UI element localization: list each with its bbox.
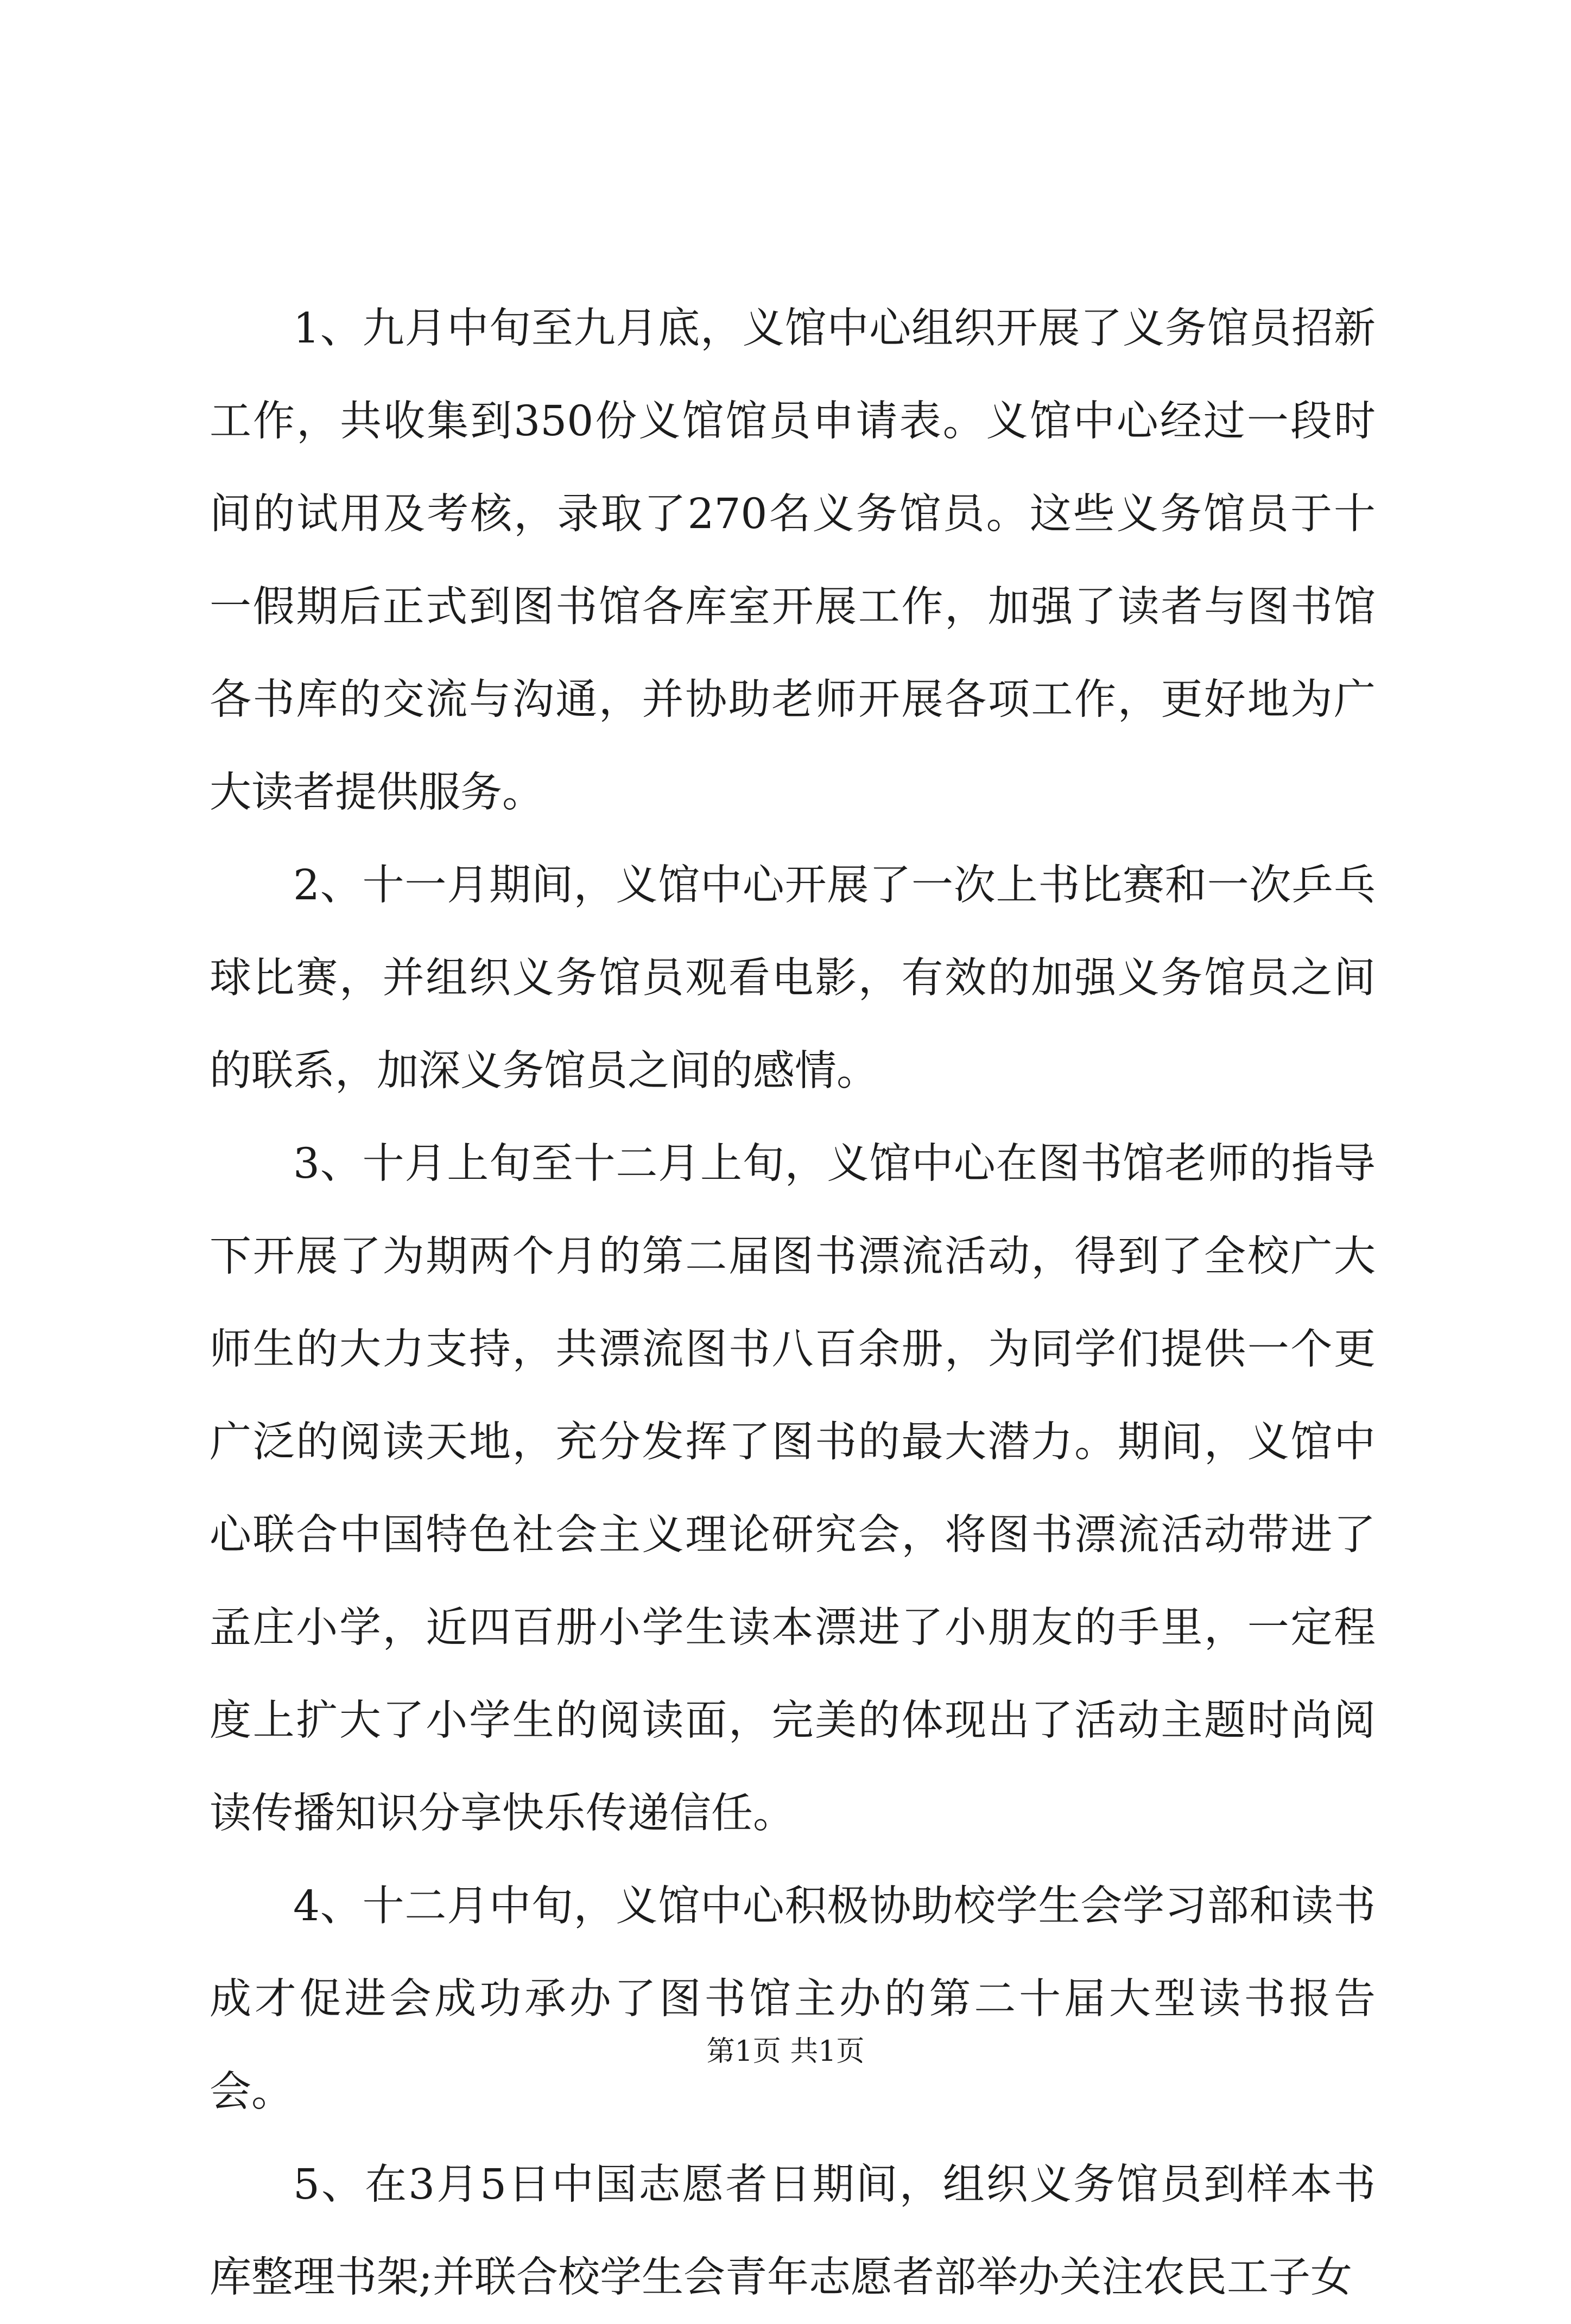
- paragraph-4: 4、十二月中旬，义馆中心积极协助校学生会学习部和读书成才促进会成功承办了图书馆主办的第二十届大型读书报告会。: [210, 1882, 1376, 2116]
- paragraph-1: 1、九月中旬至九月底，义馆中心组织开展了义务馆员招新工作，共收集到350份义馆馆员申请表。义馆中心经过一段时间的试用及考核，录取了270名义务馆员。这些义务馆员于十一假期后正式到图书馆各库室开展工作，加强了读者与图书馆各书库的交流与沟通，并协助老师开展各项工作，更好地为广大读者提供服务。: [210, 304, 1376, 817]
- paragraph-5: 5、在3月5日中国志愿者日期间，组织义务馆员到样本书库整理书架;并联合校学生会青年志愿者部举办关注农民工子女: [210, 2161, 1376, 2302]
- paragraph-3: 3、十月上旬至十二月上旬，义馆中心在图书馆老师的指导下开展了为期两个月的第二届图书漂流活动，得到了全校广大师生的大力支持，共漂流图书八百余册，为同学们提供一个更广泛的阅读天地，充分发挥了图书的最大潜力。期间，义馆中心联合中国特色社会主义理论研究会，将图书漂流活动带进了孟庄小学，近四百册小学生读本漂进了小朋友的手里，一定程度上扩大了小学生的阅读面，完美的体现出了活动主题时尚阅读传播知识分享快乐传递信任。: [210, 1140, 1376, 1838]
- page-footer: 第1页 共1页: [706, 2035, 865, 2068]
- paragraph-2: 2、十一月期间，义馆中心开展了一次上书比赛和一次乒乓球比赛，并组织义务馆员观看电影，有效的加强义务馆员之间的联系，加深义务馆员之间的感情。: [210, 861, 1376, 1095]
- document-body: [210, 282, 1376, 2324]
